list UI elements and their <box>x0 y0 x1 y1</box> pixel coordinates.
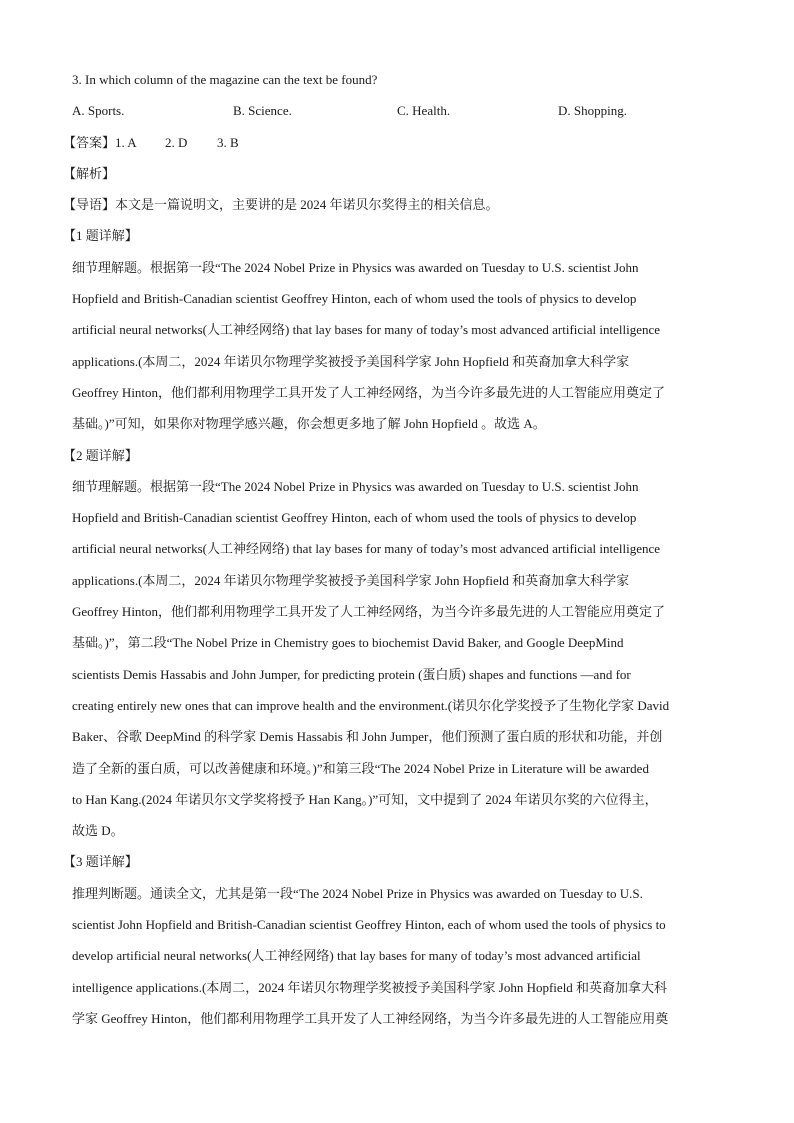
detail-3-line: intelligence applications.(本周二，2024 年诺贝尔物理学奖被授予美国科学家 John Hopfield 和英裔加拿大科 <box>72 979 668 995</box>
detail-2-line: scientists Demis Hassabis and John Jumper, for predicting protein (蛋白质) shapes and functions —and for <box>72 666 631 682</box>
answer-1: 1. A <box>115 134 137 150</box>
detail-3-body <box>72 878 720 1034</box>
answer-3: 3. B <box>217 134 239 150</box>
detail-2-line: 基础。)”，第二段“The Nobel Prize in Chemistry goes to biochemist David Baker, and Google DeepMind <box>72 635 624 651</box>
detail-1-body <box>72 252 720 440</box>
detail-1-line: 基础。)”可知，如果你对物理学感兴趣，你会想更多地了解 John Hopfield 。故选 A。 <box>72 416 546 432</box>
detail-1-line: applications.(本周二，2024 年诺贝尔物理学奖被授予美国科学家 John Hopfield 和英裔加拿大科学家 <box>72 353 630 369</box>
option-d: D. Shopping. <box>558 103 627 119</box>
detail-2-line: 造了全新的蛋白质，可以改善健康和环境。)”和第三段“The 2024 Nobel Prize in Literature will be awarded <box>72 760 649 776</box>
detail-3-heading: 【3 题详解】 <box>63 854 138 870</box>
option-b: B. Science. <box>233 103 292 119</box>
detail-2-line: Baker、谷歌 DeepMind 的科学家 Demis Hassabis 和 John Jumper，他们预测了蛋白质的形状和功能，并创 <box>72 729 663 745</box>
analysis-label: 【解析】 <box>63 165 116 181</box>
detail-2-line: 故选 D。 <box>72 823 124 839</box>
detail-2-line: creating entirely new ones that can improve health and the environment.(诺贝尔化学奖授予了生物化学家 David <box>72 697 670 713</box>
detail-2-line: artificial neural networks(人工神经网络) that lay bases for many of today’s most advanced artificial intelligence <box>72 541 661 557</box>
detail-2-line: 细节理解题。根据第一段“The 2024 Nobel Prize in Physics was awarded on Tuesday to U.S. scientist John <box>72 478 639 494</box>
answer-line <box>63 127 720 158</box>
answer-2: 2. D <box>165 134 188 150</box>
answer-label: 【答案】 <box>63 134 116 150</box>
detail-1-line: Geoffrey Hinton，他们都利用物理学工具开发了人工神经网络，为当今许多最先进的人工智能应用奠定了 <box>72 384 666 400</box>
answer-options <box>72 95 720 126</box>
detail-3-line: 学家 Geoffrey Hinton，他们都利用物理学工具开发了人工神经网络，为当今许多最先进的人工智能应用奠 <box>72 1010 669 1026</box>
document-page <box>63 64 720 1034</box>
detail-1-heading: 【1 题详解】 <box>63 228 138 244</box>
question-3-text: 3. In which column of the magazine can the text be found? <box>72 72 378 87</box>
detail-2-line: to Han Kang.(2024 年诺贝尔文学奖将授予 Han Kang。)”可知，文中提到了 2024 年诺贝尔奖的六位得主， <box>72 791 658 807</box>
detail-2-line: applications.(本周二，2024 年诺贝尔物理学奖被授予美国科学家 John Hopfield 和英裔加拿大科学家 <box>72 572 630 588</box>
detail-2-heading: 【2 题详解】 <box>63 447 138 463</box>
detail-1-line: artificial neural networks(人工神经网络) that lay bases for many of today’s most advanced artificial intelligence <box>72 322 661 338</box>
detail-2-body <box>72 471 720 847</box>
option-c: C. Health. <box>397 103 451 119</box>
detail-3-line: develop artificial neural networks(人工神经网络) that lay bases for many of today’s most advanced artificial <box>72 948 641 964</box>
detail-2-line: Hopfield and British-Canadian scientist Geoffrey Hinton, each of whom used the tools of physics to develop <box>72 510 637 526</box>
detail-3-line: scientist John Hopfield and British-Canadian scientist Geoffrey Hinton, each of whom used the tools of physics to <box>72 917 666 933</box>
option-a: A. Sports. <box>72 103 125 119</box>
guide-text: 【导语】本文是一篇说明文，主要讲的是 2024 年诺贝尔奖得主的相关信息。 <box>63 197 499 213</box>
detail-3-line: 推理判断题。通读全文，尤其是第一段“The 2024 Nobel Prize in Physics was awarded on Tuesday to U.S. <box>72 885 643 901</box>
detail-1-line: 细节理解题。根据第一段“The 2024 Nobel Prize in Physics was awarded on Tuesday to U.S. scientist John <box>72 259 639 275</box>
detail-1-line: Hopfield and British-Canadian scientist Geoffrey Hinton, each of whom used the tools of physics to develop <box>72 291 637 307</box>
detail-2-line: Geoffrey Hinton，他们都利用物理学工具开发了人工神经网络，为当今许多最先进的人工智能应用奠定了 <box>72 604 666 620</box>
